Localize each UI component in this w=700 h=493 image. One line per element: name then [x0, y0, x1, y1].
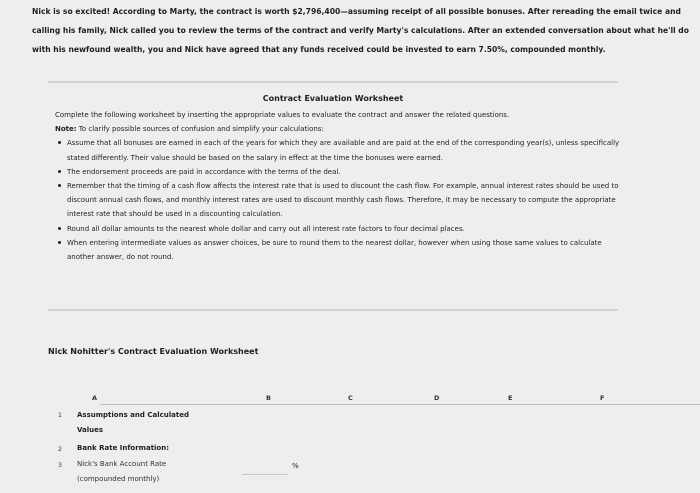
bullet-icon: [58, 241, 61, 244]
row-number: 1: [57, 411, 63, 419]
cell-a3: Nick's Bank Account Rate (compounded monthly): [77, 460, 167, 483]
intro-main: According to Marty, the contract is worth $2,796,400—assuming receipt of all possible bonuses. After rereading the email twice and calling his family, Nick called you to review the terms of the contract and verify Marty's calculations. After an extended conversation about what he'll do with his newfound wealth, you and Nick have agreed that any funds received could be invested to earn 7.50%, compounded monthly.: [32, 7, 689, 54]
bullet-text: Round all dollar amounts to the nearest whole dollar and carry out all interest rate factors to four decimal places.: [67, 224, 465, 233]
note-text: To clarify possible sources of confusion and simplify your calculations:: [76, 125, 324, 134]
bullet-text: When entering intermediate values as answer choices, be sure to round them to the nearest dollar, however when using those same values to calculate another answer, do not round.: [67, 238, 602, 262]
bullet-item: [55, 136, 620, 164]
instruction-bullets: [55, 136, 620, 264]
column-header-e: E: [508, 394, 513, 402]
column-header-f: F: [600, 394, 605, 402]
spreadsheet-title: Nick Nohitter's Contract Evaluation Worksheet: [48, 347, 259, 356]
bullet-text: The endorsement proceeds are paid in accordance with the terms of the deal.: [67, 167, 341, 176]
note-line: [55, 122, 620, 136]
row-number: 2: [57, 445, 63, 453]
bullet-text: Remember that the timing of a cash flow affects the interest rate that is used to discount the cash flow. For example, annual interest rates should be used to discount annual cash flows, and monthly interest rates are used to discount monthly cash flows. Therefore, it may be necessary to compute the appropriate interest rate that should be used in a discounting calculation.: [67, 182, 619, 219]
bullet-item: [55, 236, 620, 264]
bullet-icon: [58, 184, 61, 187]
bullet-item: [55, 222, 620, 236]
bullet-icon: [58, 141, 61, 144]
divider-mid: [48, 309, 618, 311]
column-header-d: D: [434, 394, 440, 402]
column-header-a: A: [92, 394, 98, 402]
column-header-c: C: [348, 394, 353, 402]
bullet-icon: [58, 170, 61, 173]
divider-top: [48, 81, 618, 83]
bullet-text: Assume that all bonuses are earned in each of the years for which they are available and are paid at the end of the corresponding year(s), unless specifically stated differently. Their value should be based on the salary in effect at the time the bonuses were earned.: [67, 139, 620, 162]
bullet-item: [55, 165, 620, 179]
worksheet-title: Contract Evaluation Worksheet: [262, 94, 404, 103]
cell-a1: Assumptions and Calculated Values: [77, 411, 189, 434]
percent-unit: %: [292, 462, 299, 470]
intro-text: [32, 7, 689, 54]
note-label: Note:: [55, 125, 77, 134]
bullet-item: [55, 179, 620, 222]
header-divider: [100, 404, 700, 405]
worksheet-instructions: [55, 108, 620, 264]
row-number: 3: [57, 461, 63, 469]
instruction-text: Complete the following worksheet by inserting the appropriate values to evaluate the contract and answer the related questions.: [55, 111, 510, 119]
cell-a2: Bank Rate Information:: [77, 444, 170, 452]
intro-lead: Nick is so excited!: [32, 7, 113, 16]
bank-rate-input[interactable]: [242, 462, 288, 475]
spreadsheet: [40, 390, 700, 493]
problem-intro: [32, 2, 692, 59]
column-header-b: B: [266, 394, 271, 402]
bullet-icon: [58, 227, 61, 230]
